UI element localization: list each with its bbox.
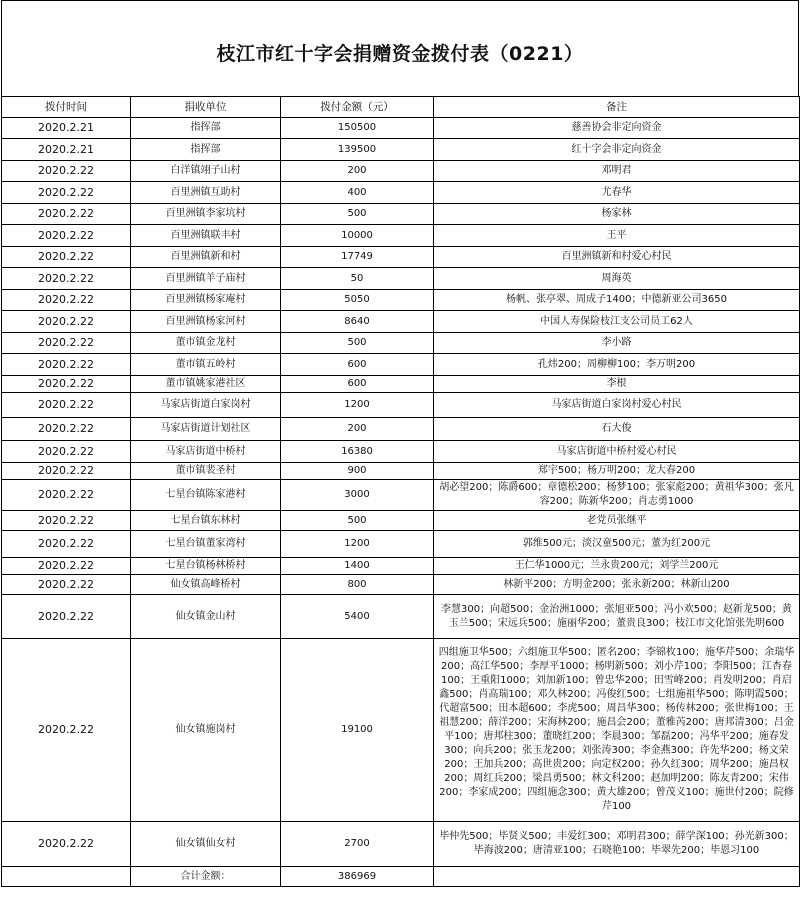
date-cell: 2020.2.22: [2, 822, 131, 867]
amount-cell: 5050: [281, 290, 434, 311]
note-cell: 中国人寿保险枝江支公司员工62人: [434, 311, 800, 333]
date-cell: 2020.2.22: [2, 354, 131, 376]
table-row: [2, 182, 800, 204]
total-label: 合计金额：: [131, 867, 281, 887]
unit-cell: 董市镇五岭村: [131, 354, 281, 376]
note-cell: 李根: [434, 376, 800, 393]
date-cell: 2020.2.22: [2, 531, 131, 558]
total-date-cell: [2, 867, 131, 887]
amount-cell: 1200: [281, 531, 434, 558]
unit-cell: 指挥部: [131, 139, 281, 161]
note-cell: 慈善协会非定向资金: [434, 118, 800, 139]
amount-cell: 16380: [281, 441, 434, 463]
header-unit: 捐收单位: [131, 97, 281, 118]
table-row: [2, 118, 800, 139]
amount-cell: 200: [281, 161, 434, 182]
unit-cell: 百里洲镇新和村: [131, 247, 281, 268]
donation-sheet: [1, 0, 799, 887]
header-note: 备注: [434, 97, 800, 118]
table-row: [2, 575, 800, 595]
date-cell: 2020.2.22: [2, 247, 131, 268]
table-body: [2, 118, 800, 867]
table-row: [2, 822, 800, 867]
note-cell: 林新平200；方明金200；张永新200；林新山200: [434, 575, 800, 595]
unit-cell: 仙女镇金山村: [131, 595, 281, 639]
table-row: [2, 311, 800, 333]
table-row: [2, 354, 800, 376]
note-cell: 红十字会非定向资金: [434, 139, 800, 161]
note-cell: 郭维500元；淡汉童500元；董为红200元: [434, 531, 800, 558]
donation-table: [1, 96, 800, 887]
date-cell: 2020.2.22: [2, 290, 131, 311]
note-cell: 王仁华1000元；兰永贵200元；刘学兰200元: [434, 558, 800, 575]
unit-cell: 仙女镇高峰桥村: [131, 575, 281, 595]
table-row: [2, 139, 800, 161]
note-cell: 李慧300；向超500；金治洲1000；张旭亚500；冯小欢500；赵新龙500；黄玉兰500；宋远兵500；施丽华200；董贵良300；枝江市文化馆张先明600: [434, 595, 800, 639]
date-cell: 2020.2.22: [2, 161, 131, 182]
note-cell: 胡必望200；陈爵600；章德松200；杨梦100；张家彪200；黄祖华300；张凡容200；陈新华200；肖志勇1000: [434, 480, 800, 511]
unit-cell: 董市镇裴圣村: [131, 463, 281, 480]
note-cell: 杨帆、张亭翠、周成子1400；中德新亚公司3650: [434, 290, 800, 311]
header-date: 拨付时间: [2, 97, 131, 118]
title-box: [1, 0, 799, 96]
unit-cell: 百里洲镇互助村: [131, 182, 281, 204]
note-cell: 杨家林: [434, 204, 800, 225]
table-row: [2, 204, 800, 225]
date-cell: 2020.2.22: [2, 575, 131, 595]
unit-cell: 白洋镇翊子山村: [131, 161, 281, 182]
date-cell: 2020.2.22: [2, 463, 131, 480]
unit-cell: 马家店街道计划社区: [131, 418, 281, 441]
amount-cell: 139500: [281, 139, 434, 161]
amount-cell: 400: [281, 182, 434, 204]
amount-cell: 500: [281, 511, 434, 531]
date-cell: 2020.2.22: [2, 639, 131, 822]
date-cell: 2020.2.22: [2, 182, 131, 204]
table-row: [2, 376, 800, 393]
date-cell: 2020.2.22: [2, 225, 131, 247]
note-cell: 尤春华: [434, 182, 800, 204]
note-cell: 马家店街道白家岗村爱心村民: [434, 393, 800, 418]
table-row: [2, 290, 800, 311]
date-cell: 2020.2.22: [2, 333, 131, 354]
unit-cell: 百里洲镇羊子庙村: [131, 268, 281, 290]
unit-cell: 百里洲镇杨家庵村: [131, 290, 281, 311]
unit-cell: 七星台镇杨林桥村: [131, 558, 281, 575]
amount-cell: 2700: [281, 822, 434, 867]
unit-cell: 仙女镇施岗村: [131, 639, 281, 822]
table-row: [2, 531, 800, 558]
table-row: [2, 463, 800, 480]
table-row: [2, 480, 800, 511]
table-row: [2, 393, 800, 418]
unit-cell: 七星台镇东林村: [131, 511, 281, 531]
table-row: [2, 639, 800, 822]
date-cell: 2020.2.22: [2, 393, 131, 418]
table-row: [2, 558, 800, 575]
amount-cell: 8640: [281, 311, 434, 333]
amount-cell: 1400: [281, 558, 434, 575]
table-row: [2, 268, 800, 290]
header-amount: 拨付金额（元）: [281, 97, 434, 118]
date-cell: 2020.2.22: [2, 595, 131, 639]
note-cell: 石大俊: [434, 418, 800, 441]
unit-cell: 马家店街道中桥村: [131, 441, 281, 463]
table-row: [2, 333, 800, 354]
table-row: [2, 247, 800, 268]
note-cell: 邓明君: [434, 161, 800, 182]
note-cell: 老党员张继平: [434, 511, 800, 531]
amount-cell: 800: [281, 575, 434, 595]
table-row: [2, 595, 800, 639]
note-cell: 马家店街道中桥村爱心村民: [434, 441, 800, 463]
unit-cell: 董市镇姚家港社区: [131, 376, 281, 393]
total-note-cell: [434, 867, 800, 887]
total-amount: 386969: [281, 867, 434, 887]
amount-cell: 19100: [281, 639, 434, 822]
unit-cell: 仙女镇仙女村: [131, 822, 281, 867]
date-cell: 2020.2.22: [2, 418, 131, 441]
amount-cell: 600: [281, 376, 434, 393]
note-cell: 百里洲镇新和村爱心村民: [434, 247, 800, 268]
page-title: 枝江市红十字会捐赠资金拨付表（0221）: [216, 43, 584, 65]
date-cell: 2020.2.22: [2, 311, 131, 333]
note-cell: 孔炜200；周柳柳100；李万明200: [434, 354, 800, 376]
unit-cell: 马家店街道白家岗村: [131, 393, 281, 418]
amount-cell: 150500: [281, 118, 434, 139]
date-cell: 2020.2.22: [2, 204, 131, 225]
table-row: [2, 418, 800, 441]
note-cell: 周海英: [434, 268, 800, 290]
amount-cell: 200: [281, 418, 434, 441]
table-row: [2, 511, 800, 531]
amount-cell: 17749: [281, 247, 434, 268]
date-cell: 2020.2.22: [2, 376, 131, 393]
unit-cell: 七星台镇陈家港村: [131, 480, 281, 511]
amount-cell: 50: [281, 268, 434, 290]
unit-cell: 百里洲镇李家坑村: [131, 204, 281, 225]
date-cell: 2020.2.22: [2, 441, 131, 463]
note-cell: 郑宇500；杨万明200；龙大春200: [434, 463, 800, 480]
unit-cell: 百里洲镇杨家河村: [131, 311, 281, 333]
note-cell: 四组施卫华500；六组施卫华500；匿名200；李锦枚100；施华芹500；余瑞华200；高江华500；李厚平1000；杨明新500；刘小芹100；李阳500；江杏春100；王重阳1000；刘加新100；曾忠华200；田雪峰200；肖发明200；肖启鑫500；肖高瑞100；邓久林200；冯俊红500；七组施祖华500；陈明霞500；代超富500；田本超600；李虎500；周昌华300；杨传林200；张世梅100；王祖慧200；薛洋200；宋海林200；施昌会200；董雅芮200；唐邦清300；吕金平100；唐邦柱300；董晓红200；李晨300；邹磊200；冯华平200；施春发300；向兵200；张玉龙200；刘张涛300；李金燕300；许先华200；杨文荣200；王加兵200；高世贵200；向定权200；孙久红300；周华200；施昌权200；周红兵200；梁昌勇500；林文科200；赵加明200；陈友青200；宋伟200；李家成200；四组施念300；黄大雄200；曾茂义100；施世付200；院修芹100: [434, 639, 800, 822]
unit-cell: 董市镇金龙村: [131, 333, 281, 354]
date-cell: 2020.2.21: [2, 118, 131, 139]
amount-cell: 10000: [281, 225, 434, 247]
unit-cell: 百里洲镇联丰村: [131, 225, 281, 247]
date-cell: 2020.2.22: [2, 511, 131, 531]
unit-cell: 七星台镇董家湾村: [131, 531, 281, 558]
note-cell: 李小路: [434, 333, 800, 354]
table-row: [2, 161, 800, 182]
amount-cell: 600: [281, 354, 434, 376]
amount-cell: 5400: [281, 595, 434, 639]
note-cell: 王平: [434, 225, 800, 247]
date-cell: 2020.2.22: [2, 480, 131, 511]
date-cell: 2020.2.21: [2, 139, 131, 161]
table-row: [2, 441, 800, 463]
amount-cell: 900: [281, 463, 434, 480]
header-row: [2, 97, 800, 118]
amount-cell: 500: [281, 333, 434, 354]
note-cell: 毕仲先500；毕贤义500；丰爱红300；邓明君300；薛学深100；孙光新300；毕海波200；唐清亚100；石晓艳100；毕翠先200；毕恩习100: [434, 822, 800, 867]
date-cell: 2020.2.22: [2, 558, 131, 575]
amount-cell: 3000: [281, 480, 434, 511]
amount-cell: 1200: [281, 393, 434, 418]
total-row: [2, 867, 800, 887]
date-cell: 2020.2.22: [2, 268, 131, 290]
amount-cell: 500: [281, 204, 434, 225]
unit-cell: 指挥部: [131, 118, 281, 139]
table-row: [2, 225, 800, 247]
